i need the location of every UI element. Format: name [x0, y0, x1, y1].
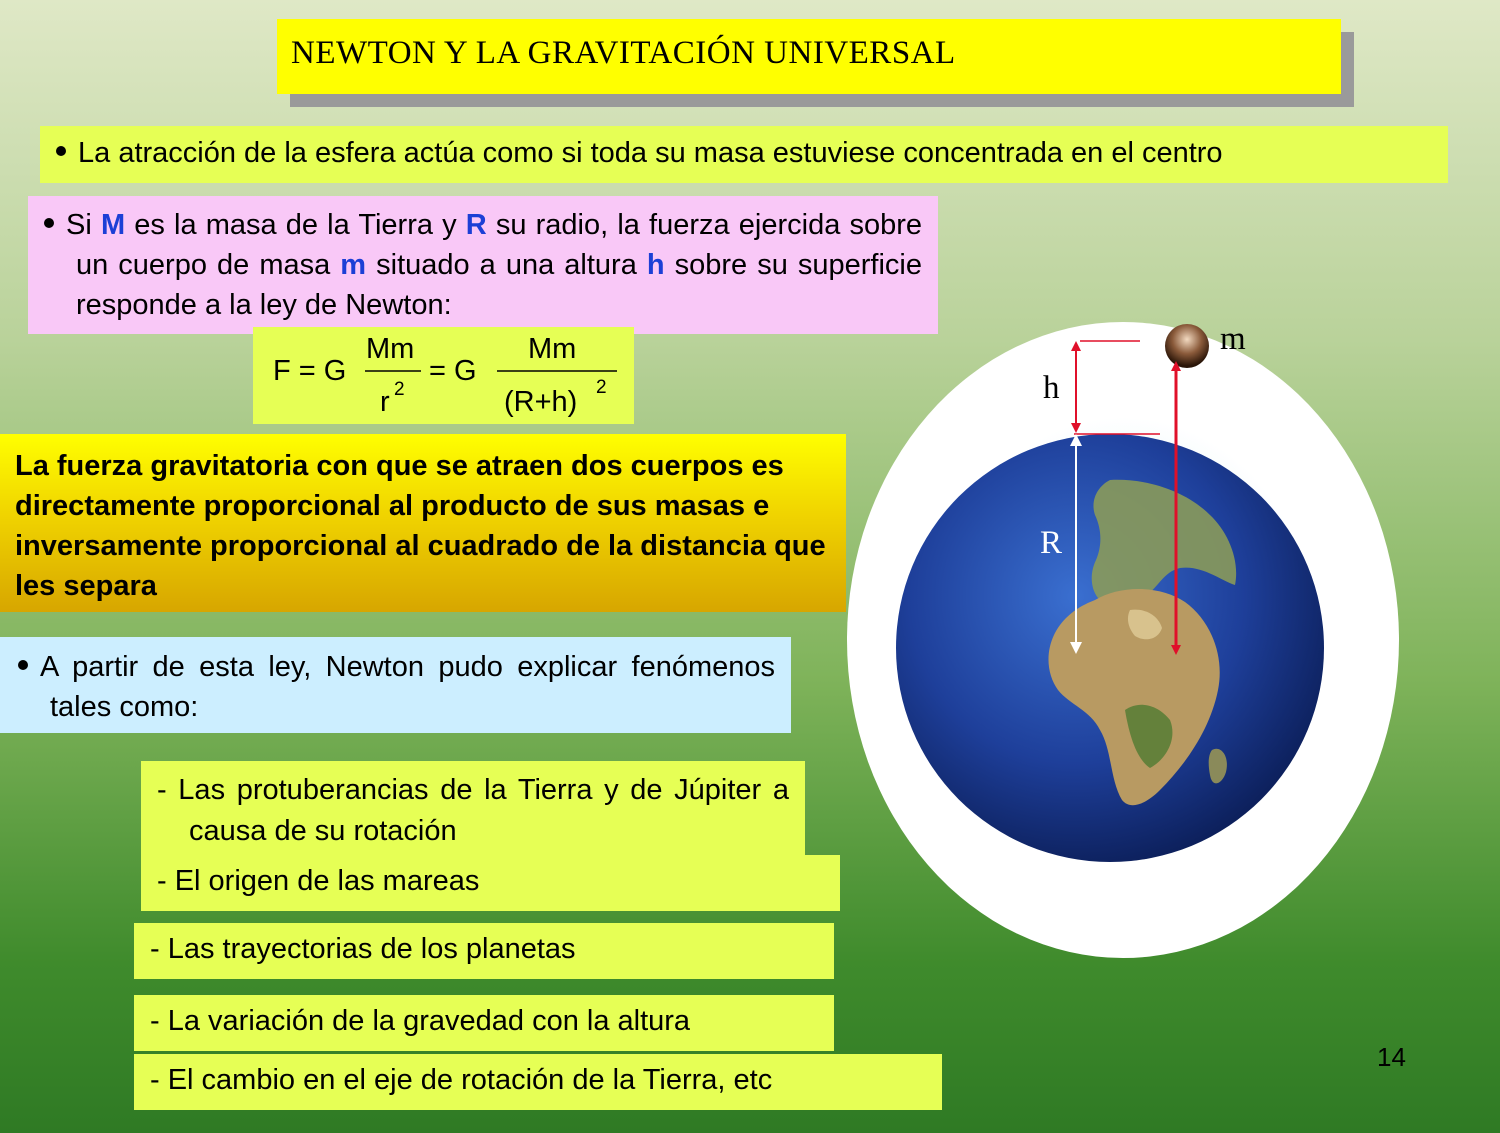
bullet-sphere-attraction: [40, 126, 1448, 183]
text-fragment: es la masa de la Tierra y: [125, 209, 466, 241]
bullet-icon: [56, 146, 66, 156]
bullet-newton-explained: [0, 637, 791, 733]
list-item-eje-rotacion: - El cambio en el eje de rotación de la Tierra, etc: [134, 1054, 942, 1110]
bullet-icon: [44, 218, 54, 228]
formula-num2: Mm: [528, 333, 577, 365]
mass-body-symbol: m: [340, 249, 367, 281]
mass-earth-symbol: M: [100, 209, 126, 241]
bullet-sphere-text: La atracción de la esfera actúa como si toda su masa estuviese concentrada en el centro: [78, 137, 1223, 169]
list-item-protuberancias: - Las protuberancias de la Tierra y de Júpiter a causa de su rotación: [141, 761, 805, 858]
mass-ball-icon: [1165, 324, 1209, 368]
formula-den2: (R+h): [504, 386, 578, 418]
formula-exp2: 2: [596, 377, 607, 398]
formula-exp1: 2: [394, 379, 405, 400]
bullet-icon: [18, 660, 28, 670]
label-m: m: [1220, 321, 1246, 357]
formula-mid: = G: [429, 355, 477, 387]
text-fragment: sobre su superficie responde a la ley de Newton:: [76, 249, 923, 321]
explanation-text: A partir de esta ley, Newton pudo explicar fenómenos tales como:: [40, 651, 775, 723]
list-item-variacion-gravedad: - La variación de la gravedad con la altura: [134, 995, 834, 1051]
text-fragment: situado a una altura: [366, 249, 647, 281]
list-item-trayectorias: - Las trayectorias de los planetas: [134, 923, 834, 979]
formula-lhs: F = G: [273, 355, 347, 387]
earth-diagram: [840, 310, 1400, 970]
gravitation-formula: [253, 327, 634, 424]
formula-svg: [253, 327, 634, 424]
text-fragment: su radio, la fuerza ejercida sobre un cuerpo de masa: [76, 209, 922, 281]
label-h: h: [1043, 370, 1060, 406]
label-R: R: [1040, 525, 1063, 561]
radius-symbol: R: [465, 209, 487, 241]
bullet-newton-law-setup: [28, 196, 938, 334]
height-symbol: h: [646, 249, 665, 281]
page-title: NEWTON Y LA GRAVITACIÓN UNIVERSAL: [277, 19, 1341, 94]
formula-num1: Mm: [366, 333, 415, 365]
text-fragment: Si: [66, 209, 101, 241]
list-item-mareas: - El origen de las mareas: [141, 855, 840, 911]
page-number: 14: [1377, 1042, 1406, 1072]
law-statement: La fuerza gravitatoria con que se atraen dos cuerpos es directamente proporcional al producto de sus masas e inversamente proporcional al cuadrado de la distancia que les separa: [0, 434, 846, 612]
formula-den1: r: [380, 386, 390, 418]
